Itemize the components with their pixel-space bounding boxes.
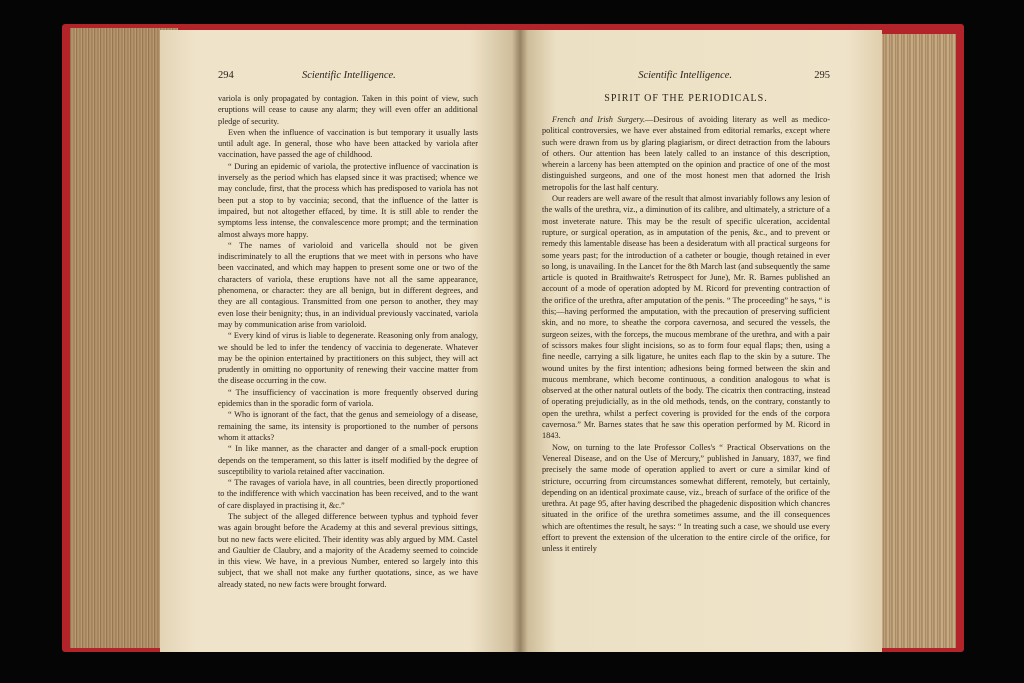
right-page-text — [542, 114, 830, 555]
left-page — [160, 30, 520, 652]
right-paragraph-first — [542, 114, 830, 193]
left-paragraph: “ The ravages of variola have, in all countries, been directly proportioned to the indifference with which vaccination has been received, and to the want of care displayed in practising it, &c.” — [218, 478, 478, 510]
section-title: SPIRIT OF THE PERIODICALS. — [604, 93, 768, 104]
page-edges-right — [872, 34, 956, 648]
right-running-title: Scientific Intelligence. — [638, 70, 733, 81]
left-paragraph: “ The insufficiency of vaccination is more frequently observed during epidemics than in the sporadic form of variola. — [218, 387, 478, 409]
right-paragraph: Our readers are well aware of the result that almost invariably follows any lesion of the walls of the urethra, viz., a diminution of its calibre, and ultimately, a stricture of a most inveterate nature. This may be the result of specific ulceration, accidental rupture, or surgical operation, as in amputation of the penis, &c., and to prevent or remedy this lamentable disease has been a desideratum with all practical surgeons for some years past; for the introduction of a catheter or bougie, though retained in ever so long, is unavailing. In the Lancet for the 8th March last (and subsequently the same article is quoted in Braithwaite's Retrospect for June), Mr. R. Barnes published an account of a mode of operation adopted by M. Ricord for preventing contraction of the orifice of the urethra, after amputation of the penis. “ The proceeding” he says, “ is this;—having performed the amputation, with the precaution of preserving sufficient skin, and no more, to sheathe the corpora cavernosa, and secured the vessels, the surgeon seizes, with the forceps, the mucous membrane of the urethra, and with a pair of scissors makes four slight incisions, so as to form four equal flaps; then, using a fine needle, carrying a silk ligature, he unites each flap to the skin by a suture. The wound unites by the first intention; adhesions being formed between the skin and mucous membrane, which become continuous, a condition analogous to what is observed at the other natural outlets of the body. The cicatrix then contracting, instead of operating prejudicially, as in the old methods, tends, on the contrary, constantly to open the urethra, whilst a perfect covering is provided for the ends of the corpora cavernosa.” Mr. Barnes states that he saw this operation performed by M. Ricord in 1843. — [542, 194, 830, 441]
left-paragraph: Even when the influence of vaccination is but temporary it usually lasts until adult age. In general, those who have been attacked by variola after vaccination, have passed the age of childhood. — [218, 127, 478, 160]
left-running-head — [218, 70, 478, 81]
left-paragraph: “ During an epidemic of variola, the protective influence of vaccination is inversely as the period which has elapsed since it was practised; whence we may conclude, first, that the process which has predisposed to variola has not been put a stop to by vaccinia; second, that the influence of the latter is impaired, but not altogether effaced, by time. It is still able to render the symptoms less intense, the convalescence more prompt; and the termination almost always more happy. — [218, 161, 478, 239]
right-page-number: 295 — [814, 70, 830, 81]
right-paragraph-first-text: —Desirous of avoiding literary as well as medico-political controversies, we have ever abstained from editorial remarks, except where such were drawn from us by glaring plagiarism, or direct detraction from the labours of others. Our attention has been lately called to an instance of this description, wherein a larceny has been attempted on the opinion and practice of one of the most distinguished surgeons, and one of the most honest men that adorned the Irish metropolis for the last half century. — [542, 115, 830, 192]
right-running-head — [542, 70, 830, 81]
left-paragraph: “ The names of varioloid and varicella should not be given indiscriminately to all the eruptions that we meet with in persons who have been vaccinated, and which may happen to present some one or two of the characters of variola, these eruptions have not all the same appearance, phenomena, or character: they are all benign, but in different degrees, and they are all contagious. Transmitted from one person to another, they may even lose their benignity; thus, in an individual previously vaccinated, variola may by communication arise from varioloid. — [218, 240, 478, 329]
left-paragraph: The subject of the alleged difference between typhus and typhoid fever was again brought before the Academy at this and several previous sittings, but no new facts were elicited. Their identity was ably argued by MM. Castel and Gaultier de Claubry, and a majority of the Academy seemed to coincide in this view. We have, in a previous Number, entered so largely into this subject, that we shall not make any further quotations, since, as we have already stated, no new facts were brought forward. — [218, 511, 478, 589]
right-paragraph: Now, on turning to the late Professor Colles's “ Practical Observations on the Venereal Disease, and on the Use of Mercury,” published in January, 1837, we find precisely the same mode of operation applied to avert or cure a similar kind of stricture, occurring from circumstances somewhat different, remotely, but certainly, depending on an identical proximate cause, viz., breach of surface of the orifice of the urethra. At page 95, after having described the phagedenic disposition which chancres situated in the orifice of the urethra sometimes assume, and the ill consequences which are oftentimes the result, he says: “ In treating such a case, we should use every effort to prevent the extension of the ulceration to the entire circle of the orifice, for unless it entirely — [542, 442, 830, 554]
book-gutter — [512, 30, 528, 652]
left-paragraph: “ In like manner, as the character and danger of a small-pock eruption depends on the temperament, so this latter is itself modified by the degree of susceptibility to variola retained after vaccination. — [218, 444, 478, 476]
left-running-title: Scientific Intelligence. — [301, 70, 396, 81]
left-paragraph: “ Who is ignorant of the fact, that the genus and semeiology of a disease, remaining the same, its intensity is proportioned to the number of persons whom it attacks? — [218, 410, 478, 442]
left-page-number: 294 — [218, 70, 234, 81]
subhead: French and Irish Surgery. — [552, 115, 646, 124]
left-paragraph: variola is only propagated by contagion. Taken in this point of view, such eruptions will cease to cause any alarm; they will even offer an additional pledge of security. — [218, 94, 478, 126]
left-page-text — [218, 93, 478, 590]
right-page — [520, 30, 882, 652]
left-paragraph: “ Every kind of virus is liable to degenerate. Reasoning only from analogy, we should be led to infer the tendency of vaccinia to degenerate. Whatever may be the opinion entertained by practitioners on this subject, they will act prudently in omitting no opportunity of renewing their vaccine matter from the disease occurring in the cow. — [218, 331, 478, 386]
